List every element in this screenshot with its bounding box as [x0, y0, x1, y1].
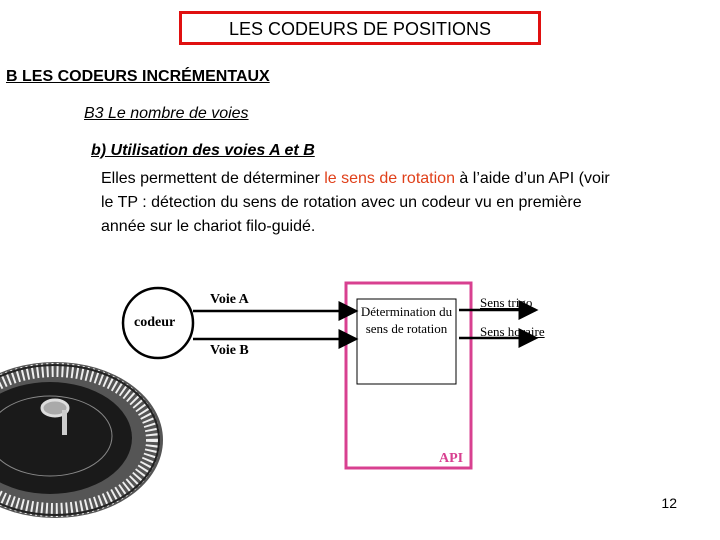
heading-subsection: B3 Le nombre de voies — [84, 105, 249, 122]
direction-block-label: Détermination du sens de rotation — [360, 304, 453, 336]
page-number: 12 — [661, 495, 677, 511]
channel-b-label: Voie B — [210, 343, 249, 358]
para-highlight: le sens de rotation — [324, 170, 455, 187]
para-text: Elles permettent de déterminer — [101, 170, 325, 187]
heading-section: B LES CODEURS INCRÉMENTAUX — [6, 68, 270, 85]
encoder-label: codeur — [134, 315, 176, 330]
para-text-end: à l’aide d’un API (voir le TP : détection du sens de rotation avec un codeur vu en première année sur le chariot filo-guidé. — [101, 170, 610, 235]
api-label: API — [439, 451, 464, 466]
output-trigo-label: Sens trigo — [480, 295, 533, 310]
heading-subsubsection: b) Utilisation des voies A et B — [91, 142, 315, 159]
slide-title: LES CODEURS DE POSITIONS — [179, 11, 541, 45]
channel-a-label: Voie A — [210, 292, 249, 307]
output-horaire-label: Sens horaire — [480, 324, 545, 339]
